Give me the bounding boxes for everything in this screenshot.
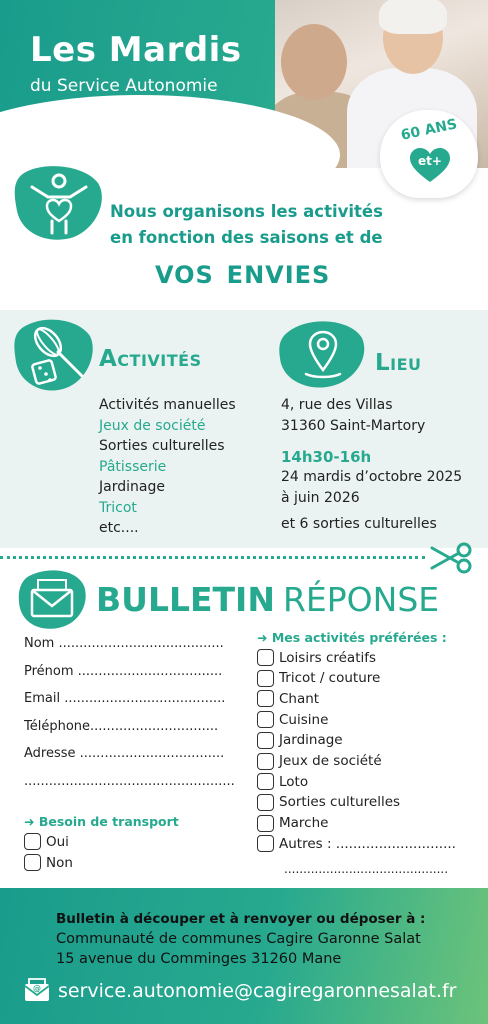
activite-item: etc.... (99, 520, 139, 536)
intro-envies: vos envies (155, 252, 331, 292)
nom-field[interactable]: Nom ........................................ (24, 636, 224, 651)
transport-label-text: Besoin de transport (38, 814, 179, 829)
activity-option-label: Jeux de société (279, 753, 382, 769)
checkbox[interactable] (257, 815, 274, 832)
checkbox[interactable] (24, 854, 41, 871)
telephone-field[interactable]: Téléphone............................... (24, 718, 219, 734)
activity-option-label: Cuisine (279, 711, 329, 728)
badge-ans-text: 60 ANS (399, 116, 459, 144)
activities-label-text: Mes activités préférées : (271, 630, 447, 645)
checkbox[interactable] (257, 835, 274, 852)
activite-item: Jeux de société (99, 417, 206, 434)
lieu-title: Lieu (375, 350, 422, 376)
activity-option[interactable] (257, 773, 308, 790)
activities-label: ➜ Mes activités préférées : (257, 630, 447, 645)
activite-item: Pâtisserie (99, 458, 167, 475)
page-subtitle: du Service Autonomie (30, 76, 218, 96)
lieu-dates-2: à juin 2026 (281, 490, 360, 506)
activity-option-label: Marche (279, 815, 329, 832)
transport-label: ➜ Besoin de transport (24, 814, 179, 829)
email-field[interactable]: Email ....................................... (24, 691, 226, 706)
checkbox[interactable] (257, 773, 274, 790)
checkbox[interactable] (257, 732, 274, 749)
checkbox[interactable] (257, 690, 274, 707)
activites-title: Activités (99, 346, 202, 372)
transport-oui-label: Oui (46, 833, 69, 850)
envelope-icon (18, 568, 86, 630)
activite-item: Activités manuelles (99, 397, 236, 413)
activity-option[interactable] (257, 732, 343, 749)
checkbox[interactable] (257, 670, 274, 687)
activity-option[interactable] (257, 690, 319, 707)
adresse-line-2[interactable]: ................................................... (24, 773, 235, 789)
activity-option-label: Tricot / couture (279, 670, 381, 687)
lieu-address-2: 31360 Saint-Martory (281, 418, 426, 434)
prenom-field[interactable]: Prénom ................................... (24, 663, 223, 679)
activity-option-label: Loto (279, 773, 309, 790)
activity-option-label: Loisirs créatifs (279, 649, 377, 666)
footer-org: Communauté de communes Cagire Garonne Salat (56, 931, 421, 947)
bulletin-title-light: RÉPONSE (283, 580, 440, 619)
intro-line-2: en fonction des saisons et de (110, 228, 383, 247)
checkbox[interactable] (257, 649, 274, 666)
intro-line-1: Nous organisons les activités (110, 202, 383, 221)
activity-option[interactable] (257, 815, 328, 832)
email-icon (24, 978, 50, 1002)
footer-email[interactable]: service.autonomie@cagiregaronnesalat.fr (58, 980, 457, 1002)
footer-instruction: Bulletin à découper et à renvoyer ou déposer à : (56, 911, 426, 927)
checkbox[interactable] (24, 833, 41, 850)
whisk-dice-icon (14, 318, 94, 394)
badge-et-text: et+ (418, 154, 442, 168)
checkbox[interactable] (257, 711, 274, 728)
cut-line (0, 556, 425, 559)
adresse-field[interactable]: Adresse ................................... (24, 746, 225, 761)
activity-option-label: Chant (279, 690, 320, 707)
page-title: Les Mardis (30, 30, 242, 70)
activity-option[interactable] (257, 835, 456, 852)
activite-item: Sorties culturelles (99, 438, 225, 454)
checkbox[interactable] (257, 794, 274, 811)
activity-option[interactable] (257, 711, 328, 728)
checkbox[interactable] (257, 753, 274, 770)
activite-item: Tricot (99, 499, 137, 516)
age-badge (380, 110, 478, 198)
activity-option-label: Jardinage (279, 732, 343, 749)
activity-option[interactable] (257, 753, 382, 770)
activity-option[interactable] (257, 794, 400, 811)
autres-line[interactable]: ........................................... (284, 862, 449, 876)
person-heart-icon (14, 165, 104, 243)
scissors-icon (430, 542, 474, 574)
lieu-dates-1: 24 mardis d’octobre 2025 (281, 469, 463, 485)
transport-non-label: Non (46, 854, 73, 871)
location-pin-icon (278, 318, 368, 390)
activite-item: Jardinage (99, 479, 165, 495)
lieu-hours: 14h30-16h (281, 448, 372, 466)
activity-option[interactable] (257, 649, 376, 666)
activity-option-label: Autres : ............................ (279, 835, 456, 852)
transport-oui[interactable] (24, 833, 69, 850)
activity-option[interactable] (257, 670, 380, 687)
bulletin-title-bold: BULLETIN (96, 580, 275, 619)
svg-text:@: @ (33, 984, 41, 993)
activity-option-label: Sorties culturelles (279, 794, 401, 811)
footer-address: 15 avenue du Comminges 31260 Mane (56, 951, 342, 967)
lieu-address-1: 4, rue des Villas (281, 397, 393, 413)
transport-non[interactable] (24, 854, 73, 871)
lieu-sorties: et 6 sorties culturelles (281, 516, 437, 532)
